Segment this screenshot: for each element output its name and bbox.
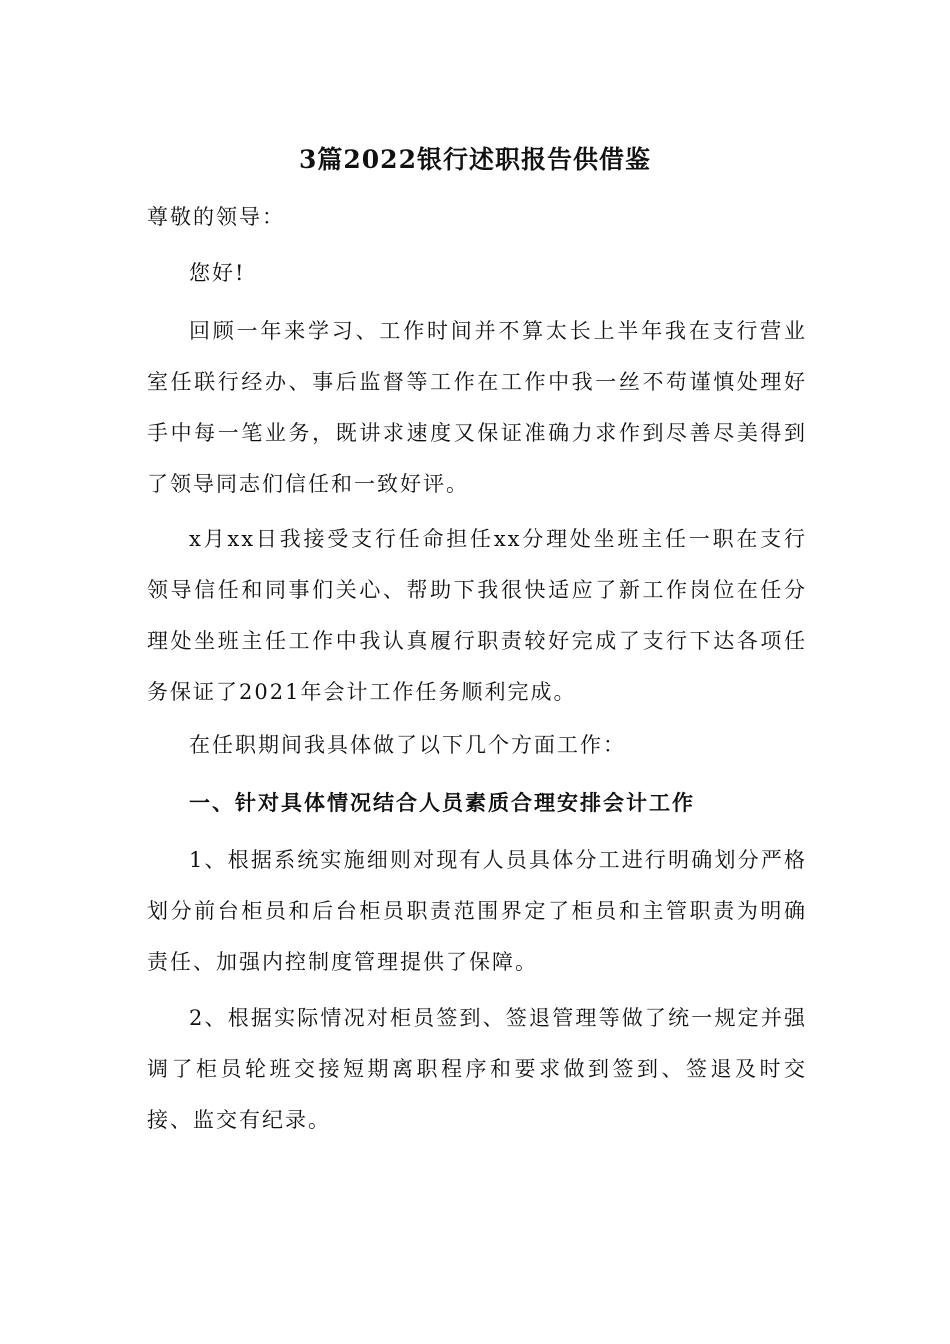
paragraph-review: 回顾一年来学习、工作时间并不算太长上半年我在支行营业室任联行经办、事后监督等工作在工作中我一丝不苟谨慎处理好手中每一笔业务，既讲求速度又保证准确力求作到尽善尽美得到了领导同志们信任和一致好评。: [147, 319, 807, 496]
list-item-1: 1、根据系统实施细则对现有人员具体分工进行明确划分严格划分前台柜员和后台柜员职责范围界定了柜员和主管职责为明确责任、加强内控制度管理提供了保障。: [147, 848, 807, 974]
paragraph-appointment: x月xx日我接受支行任命担任xx分理处坐班主任一职在支行领导信任和同事们关心、帮助下我很快适应了新工作岗位在任分理处坐班主任工作中我认真履行职责较好完成了支行下达各项任务保证了2021年会计工作任务顺利完成。: [147, 527, 807, 704]
section-heading: 一、针对具体情况结合人员素质合理安排会计工作: [189, 790, 695, 815]
salutation: 尊敬的领导：: [147, 205, 285, 229]
list-item-2: 2、根据实际情况对柜员签到、签退管理等做了统一规定并强调了柜员轮班交接短期离职程序和要求做到签到、签退及时交接、监交有纪录。: [147, 1006, 807, 1132]
greeting: 您好!: [189, 261, 246, 285]
paragraph-work-intro: 在任职期间我具体做了以下几个方面工作：: [189, 733, 626, 757]
document-title: 3篇2022银行述职报告供借鉴: [299, 145, 651, 174]
